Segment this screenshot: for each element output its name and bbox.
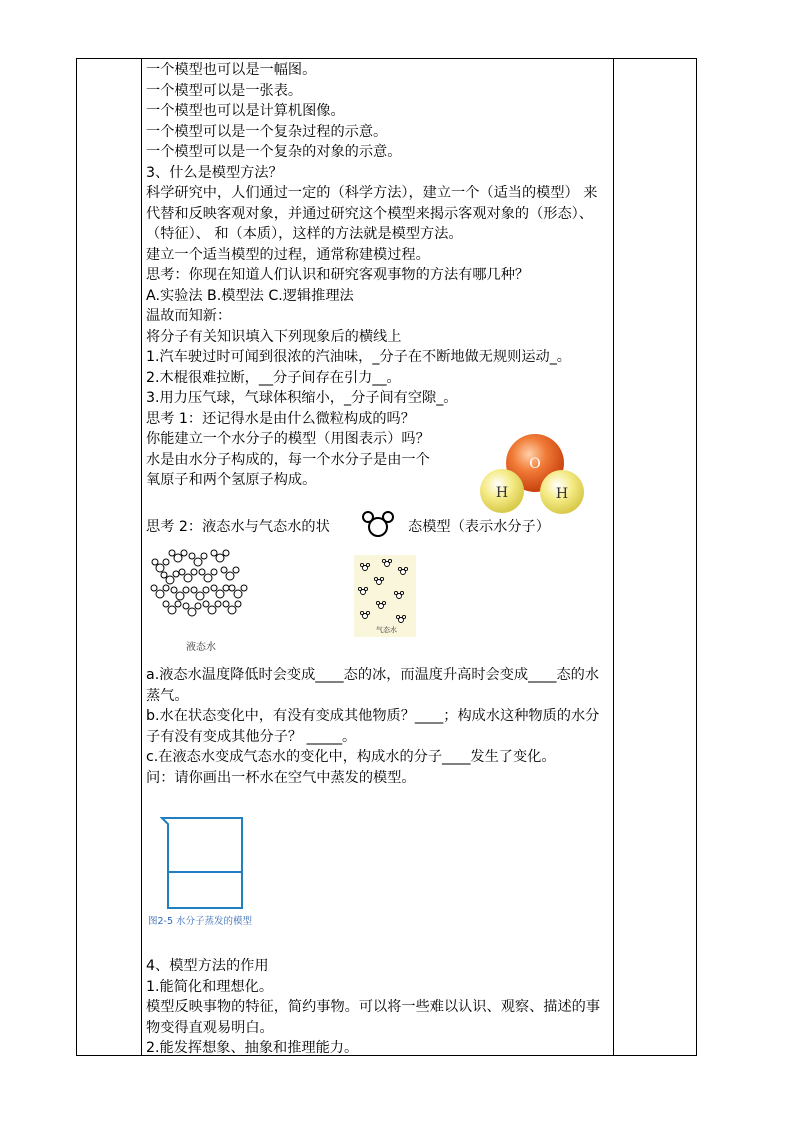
text-line: 2.木棍很难拉断，__分子间存在引力__。 [146,369,401,386]
text-paragraph: 科学研究中，人们通过一定的（科学方法），建立一个（适当的模型） 来代替和反映客观对象，并通过研究这个模型来揭示客观对象的（形态）、（特征）、 和（本质），这样的方法就是模型方法。 [146,185,598,242]
question-b: b.水在状态变化中，有没有变成其他物质？____；构成水这种物质的水分子有没有变成其他分子？ _____。 [146,708,600,745]
text-line: 思考：你现在知道人们认识和研究客观事物的方法有哪几种？ [146,267,530,283]
text-line: 建立一个适当模型的过程，通常称建模过程。 [146,246,430,263]
text-line: 氧原子和两个氢原子构成。 [146,472,317,488]
gas-water-model [354,555,416,637]
text-line: 思考 1：还记得水是由什么微粒构成的吗？ [146,410,415,427]
think2-text-b: 态模型（表示水分子） [408,519,550,535]
think2-text-a: 思考 2：液态水与气态水的状 [146,519,330,535]
text-paragraph: 模型反映事物的特征，简约事物。可以将一些难以认识、观察、描述的事物变得直观易明白。 [146,999,601,1036]
text-line: 一个模型可以是一个复杂的对象的示意。 [146,144,402,160]
text-line: 1.汽车驶过时可闻到很浓的汽油味，_分子在不断地做无规则运动_。 [146,349,571,365]
question-draw: 问：请你画出一杯水在空气中蒸发的模型。 [146,769,416,786]
text-line: A.实验法 B.模型法 C.逻辑推理法 [146,287,354,304]
hydrogen-label-right: H [555,486,569,502]
questions-block [146,665,612,788]
text-line: 3.用力压气球，气球体积缩小，_分子间有空隙_。 [146,390,458,406]
think2-line-tail [408,517,550,537]
text-line: 2.能发挥想象、抽象和推理能力。 [146,1040,359,1056]
main-cell-content [146,60,610,491]
column-divider-1 [141,59,142,1055]
section-heading: 4、模型方法的作用 [146,958,269,974]
text-line: 水是由水分子构成的，每一个水分子是由一个 [146,451,430,468]
text-line: 温故而知新： [146,308,232,324]
water-molecule-model [476,432,592,516]
question-a: a.液态水温度降低时会变成____态的冰，而温度升高时会变成____态的水蒸气。 [146,667,600,704]
text-line: 一个模型可以是一个复杂过程的示意。 [146,123,388,140]
beaker-figure [158,814,248,910]
section-heading: 3、什么是模型方法？ [146,164,283,181]
text-line: 一个模型也可以是计算机图像。 [146,103,345,119]
text-line: 一个模型可以是一张表。 [146,82,303,99]
hydrogen-label-left: H [495,485,509,501]
oxygen-label: O [529,456,541,472]
section4-block [146,956,610,1059]
text-line: 1.能简化和理想化。 [146,978,274,995]
column-divider-2 [613,59,614,1055]
liquid-water-model [150,548,250,620]
text-line: 一个模型也可以是一幅图。 [146,62,317,78]
text-line: 将分子有关知识填入下列现象后的横线上 [146,328,402,345]
text-line: 你能建立一个水分子的模型（用图表示）吗？ [146,431,430,447]
molecule-symbol-icon [360,509,396,539]
liquid-water-caption: 液态水 [186,642,216,653]
think2-line [146,517,330,537]
gas-water-caption: 气态水 [376,626,397,634]
beaker-caption: 图2-5 水分子蒸发的模型 [148,916,253,927]
question-c: c.在液态水变成气态水的变化中，构成水的分子____发生了变化。 [146,749,556,765]
